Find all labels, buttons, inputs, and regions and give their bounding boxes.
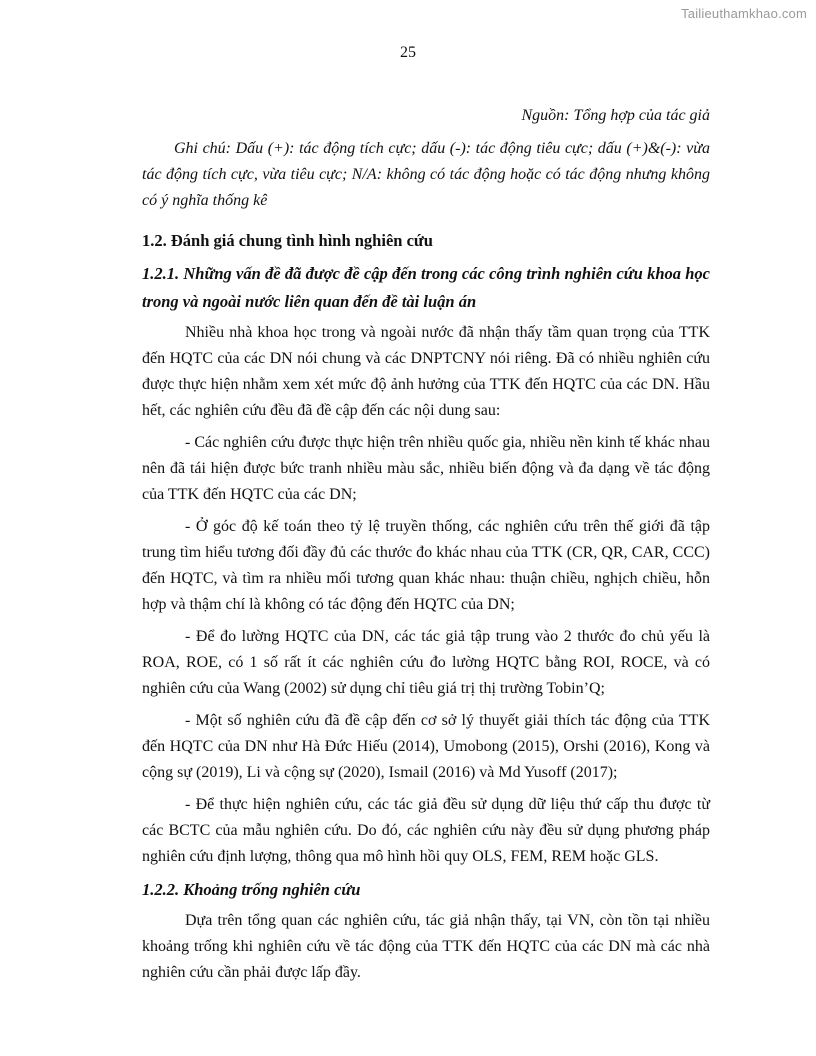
bullet-paragraph: - Các nghiên cứu được thực hiện trên nhiều quốc gia, nhiều nền kinh tế khác nhau nên đã tái hiện được bức tranh nhiều màu sắc, nhiều biến động và đa dạng về tác động của TTK đến HQTC của các DN; xyxy=(142,434,710,503)
watermark: Tailieuthamkhao.com xyxy=(681,6,807,21)
section-heading-1-2: 1.2. Đánh giá chung tình hình nghiên cứu xyxy=(142,231,433,250)
section-heading-1-2-2: 1.2.2. Khoảng trống nghiên cứu xyxy=(142,880,361,899)
source-line: Nguồn: Tổng hợp của tác giả xyxy=(521,107,710,124)
paragraph: Dựa trên tổng quan các nghiên cứu, tác giả nhận thấy, tại VN, còn tồn tại nhiều khoảng trống khi nghiên cứu về tác động của TTK đến HQTC của các DN mà các nhà nghiên cứu cần phải được lấp đầy. xyxy=(142,912,710,981)
bullet-paragraph: - Một số nghiên cứu đã đề cập đến cơ sở lý thuyết giải thích tác động của TTK đến HQTC của DN như Hà Đức Hiếu (2014), Umobong (2015), Orshi (2016), Kong và cộng sự (2019), Li và cộng sự (2020), Ismail (2016) và Md Yusoff (2017); xyxy=(142,712,710,781)
bullet-paragraph: - Để đo lường HQTC của DN, các tác giả tập trung vào 2 thước đo chủ yếu là ROA, ROE, có 1 số rất ít các nghiên cứu đo lường HQTC bằng ROI, ROCE, và có nghiên cứu của Wang (2002) sử dụng chỉ tiêu giá trị thị trường Tobin’Q; xyxy=(142,628,710,697)
paragraph: Nhiều nhà khoa học trong và ngoài nước đã nhận thấy tầm quan trọng của TTK đến HQTC của các DN nói chung và các DNPTCNY nói riêng. Đã có nhiều nghiên cứu được thực hiện nhằm xem xét mức độ ảnh hưởng của TTK đến HQTC của các DN. Hầu hết, các nghiên cứu đều đã đề cập đến các nội dung sau: xyxy=(142,324,710,419)
section-heading-1-2-1: 1.2.1. Những vấn đề đã được đề cập đến trong các công trình nghiên cứu khoa học trong và ngoài nước liên quan đến đề tài luận án xyxy=(142,264,710,311)
document-body xyxy=(142,103,710,992)
page-number: 25 xyxy=(400,44,416,61)
bullet-paragraph: - Để thực hiện nghiên cứu, các tác giả đều sử dụng dữ liệu thứ cấp thu được từ các BCTC của mẫu nghiên cứu. Do đó, các nghiên cứu này đều sử dụng phương pháp nghiên cứu định lượng, thông qua mô hình hồi quy OLS, FEM, REM hoặc GLS. xyxy=(142,796,710,865)
table-note: Ghi chú: Dấu (+): tác động tích cực; dấu (-): tác động tiêu cực; dấu (+)&(-): vừa tác động tích cực, vừa tiêu cực; N/A: không có tác động hoặc có tác động nhưng không có ý nghĩa thống kê xyxy=(142,140,710,209)
bullet-paragraph: - Ở góc độ kế toán theo tỷ lệ truyền thống, các nghiên cứu trên thế giới đã tập trung tìm hiểu tương đối đầy đủ các thước đo khác nhau của TTK (CR, QR, CAR, CCC) đến HQTC, và tìm ra nhiều mối tương quan khác nhau: thuận chiều, nghịch chiều, hỗn hợp và thậm chí là không có tác động đến HQTC của DN; xyxy=(142,518,710,613)
